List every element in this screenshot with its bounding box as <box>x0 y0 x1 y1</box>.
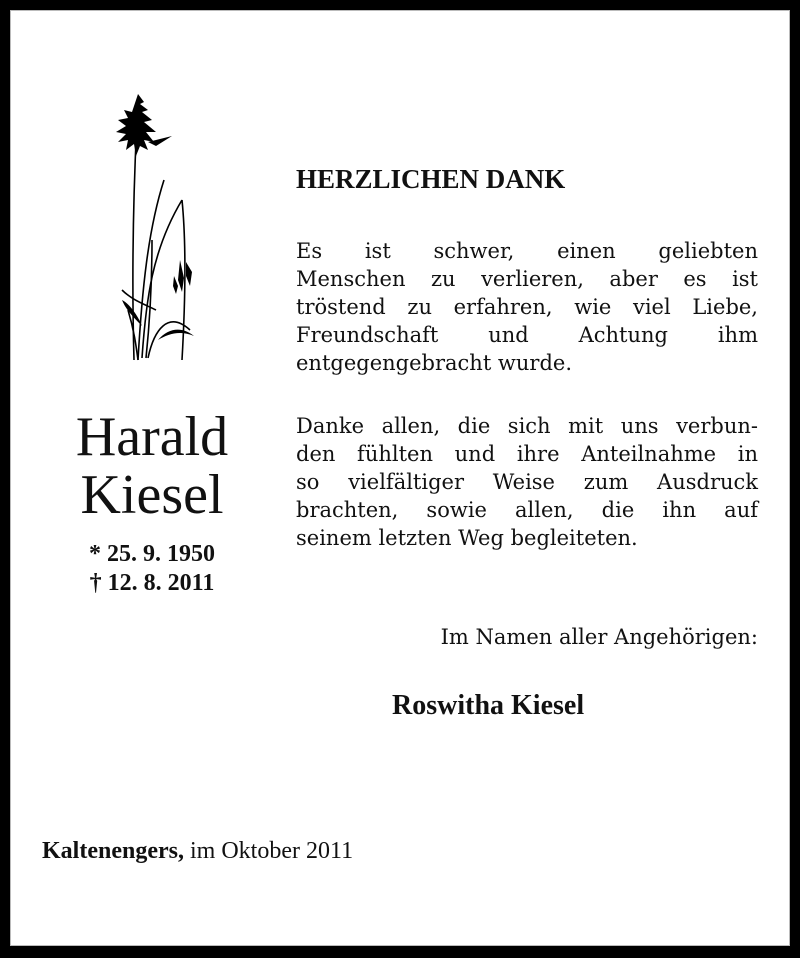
paragraph-thanks <box>296 412 758 552</box>
text-line: Es ist schwer, einen geliebten <box>296 239 758 263</box>
heading: HERZLICHEN DANK <box>296 164 566 194</box>
text-line: tröstend zu erfahren, wie viel Liebe, <box>296 295 758 319</box>
footer-date: im Oktober 2011 <box>183 838 354 864</box>
deceased-name <box>40 408 264 524</box>
text-line: Menschen zu verlieren, aber es ist <box>296 267 758 291</box>
birth-date: * 25. 9. 1950 <box>89 541 215 567</box>
text-line: den fühlten und ihre Anteilnahme in <box>296 442 758 466</box>
footer-place: Kaltenengers, <box>42 838 184 864</box>
footer-place-date <box>42 838 353 865</box>
text-line: so vielfältiger Weise zum Ausdruck <box>296 470 758 494</box>
life-dates <box>40 540 264 598</box>
paragraph-grief <box>296 237 758 377</box>
text-line: entgegengebracht wurde. <box>296 351 573 375</box>
deceased-last-name: Kiesel <box>80 464 224 526</box>
signer-name: Roswitha Kiesel <box>392 690 585 721</box>
death-date: † 12. 8. 2011 <box>89 570 215 596</box>
text-line: Danke allen, die sich mit uns verbun- <box>296 414 758 438</box>
deceased-first-name: Harald <box>75 406 229 468</box>
text-line: seinem letzten Weg begleiteten. <box>296 526 638 550</box>
text-line: Freundschaft und Achtung ihm <box>296 323 758 347</box>
grass-illustration-icon <box>108 90 200 362</box>
signoff: Im Namen aller Angehörigen: <box>440 625 758 649</box>
text-line: brachten, sowie allen, die ihn auf <box>296 498 758 522</box>
